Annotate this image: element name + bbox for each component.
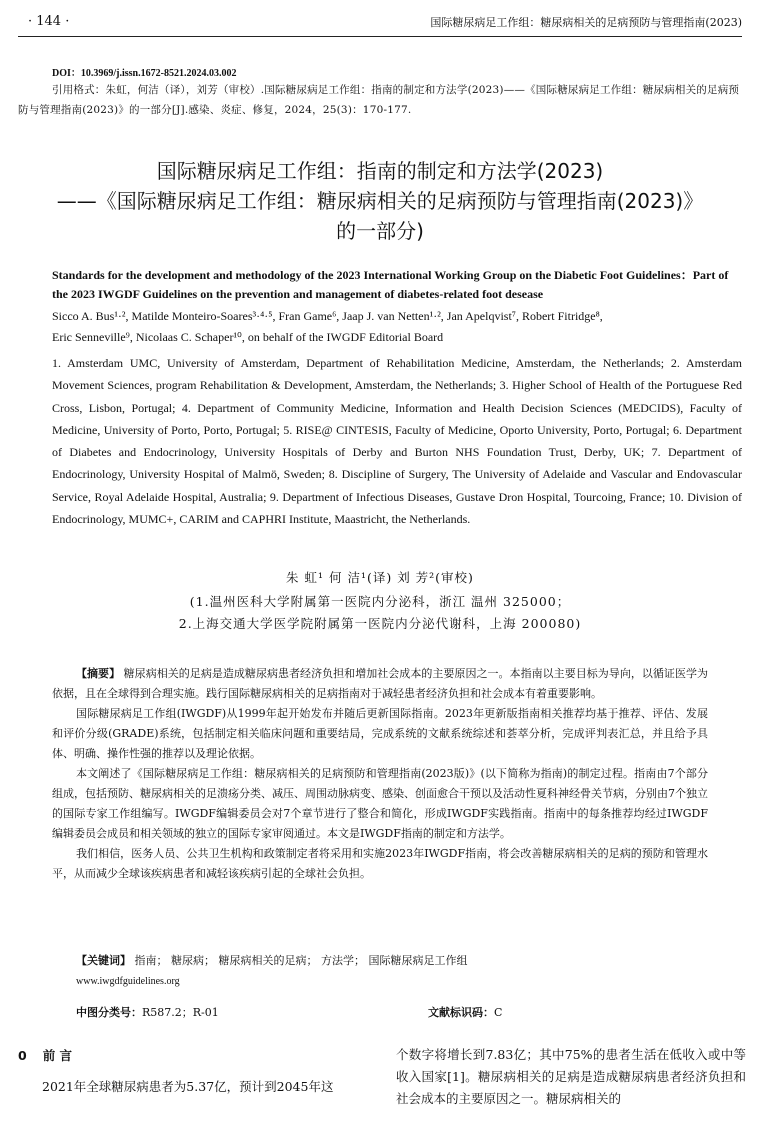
website-link[interactable]: www.iwgdfguidelines.org xyxy=(76,976,180,987)
header-rule xyxy=(18,36,742,37)
keywords-text: 指南； 糖尿病； 糖尿病相关的足病； 方法学； 国际糖尿病足工作组 xyxy=(134,954,468,967)
keywords-label: 【关键词】 xyxy=(76,954,131,967)
authors-en xyxy=(52,306,742,348)
authors-cn: 朱 虹¹ 何 洁¹(译) 刘 芳²(审校) xyxy=(286,570,474,585)
section-heading xyxy=(18,1046,72,1064)
authors-en-line-2: Eric Senneville⁹, Nicolaas C. Schaper¹⁰, on behalf of the IWGDF Editorial Board xyxy=(52,330,444,344)
affiliation-cn-1: (1.温州医科大学附属第一医院内分泌科，浙江 温州 325000； xyxy=(189,594,571,609)
article-title xyxy=(0,156,760,246)
affiliations-en: 1. Amsterdam UMC, University of Amsterdam, Department of Rehabilitation Medicine, Amsterdam, the Netherlands; 2. Amsterdam Movement Sciences, program Rehabilitation & Development, Amsterdam, the Netherlands; 3. Higher School of Health of the Portuguese Red Cross, Lisbon, Portugal; 4. Department of Community Medicine, Information and Health Decision Sciences (MEDCIDS), Faculty of Medicine, University of Porto, Porto, Portugal; 5. RISE@ CINTESIS, Faculty of Medicine, Oporto University, Porto, Portugal; 6. Department of Diabetes and Endocrinology, University Hospitals of Derby and Burton NHS Foundation Trust, Derby, UK; 7. Department of Endocrinology, University Hospital of Malmö, Sweden; 8. Discipline of Surgery, The University of Adelaide and Vascular and Endovascular Service, Royal Adelaide Hospital, Australia; 9. Department of Infectious Diseases, Gustave Dron Hospital, Tourcoing, France; 10. Division of Endocrinology, MUMC+, CARIM and CAPHRI Institute, Maastricht, the Netherlands. xyxy=(52,356,742,527)
title-line-1: 国际糖尿病足工作组：指南的制定和方法学(2023) xyxy=(156,159,604,183)
abstract-p3: 本文阐述了《国际糖尿病足工作组：糖尿病相关的足病预防和管理指南(2023版)》(以下简称为指南)的制定过程。指南由7个部分组成，包括预防、糖尿病相关的足溃疡分类、减压、周围动脉病变、感染、创面愈合干预以及活动性夏科神经骨关节病，分别由7个独立的国际专家工作组编写。IWGDF编辑委员会对7个章节进行了整合和简化，形成IWGDF实践指南。指南中的每条推荐均经过IWGDF编辑委员会成员和相关领域的独立的国际专家审阅通过。本文是IWGDF指南的制定和方法学。 xyxy=(52,767,708,840)
section-number: 0 xyxy=(18,1048,27,1063)
citation: 引用格式：朱虹，何洁（译），刘芳（审校）.国际糖尿病足工作组：指南的制定和方法学(2023)——《国际糖尿病足工作组：糖尿病相关的足病预防与管理指南(2023)》的一部分[J].感染、炎症、修复，2024，25(3)：170-177. xyxy=(18,84,740,116)
body-right-column: 个数字将增长到7.83亿；其中75%的患者生活在低收入或中等收入国家[1]。糖尿病相关的足病是造成糖尿病患者经济负担和社会成本的主要原因之一。糖尿病相关的 xyxy=(396,1047,746,1106)
running-title: 国际糖尿病足工作组：糖尿病相关的足病预防与管理指南(2023) xyxy=(430,16,742,29)
doc-code-value: C xyxy=(494,1006,503,1019)
abstract-p4: 我们相信，医务人员、公共卫生机构和政策制定者将采用和实施2023年IWGDF指南，将会改善糖尿病相关的足病的预防和管理水平，从而减少全球该疾病患者和减轻该疾病引起的全球社会负担。 xyxy=(52,847,708,880)
clc-label: 中图分类号： xyxy=(76,1006,142,1019)
clc-value: R587.2；R-01 xyxy=(142,1006,219,1019)
doc-code-label: 文献标识码： xyxy=(428,1006,494,1019)
doi: DOI：10.3969/j.issn.1672-8521.2024.03.002 xyxy=(52,68,237,79)
doc-code xyxy=(428,1004,502,1020)
abstract xyxy=(52,664,708,884)
clc-number xyxy=(76,1004,219,1020)
english-title: Standards for the development and methodology of the 2023 International Working Group on the Diabetic Foot Guidelines：Part of the 2023 IWGDF Guidelines on the prevention and management of diabetes-related foot desease xyxy=(52,268,729,301)
affiliation-cn-2: 2.上海交通大学医学院附属第一医院内分泌代谢科，上海 200080) xyxy=(178,616,582,631)
authors-en-line-1: Sicco A. Bus¹·², Matilde Monteiro-Soares³·⁴·⁵, Fran Game⁶, Jaap J. van Netten¹·², Jan Apelqvist⁷, Robert Fitridge⁸, xyxy=(52,309,603,323)
abstract-p1 xyxy=(52,664,708,704)
section-title: 前 言 xyxy=(42,1048,73,1063)
body-left-column: 2021年全球糖尿病患者为5.37亿，预计到2045年这 xyxy=(42,1079,334,1094)
title-line-3: 的一部分) xyxy=(336,219,424,243)
title-line-2: ——《国际糖尿病足工作组：糖尿病相关的足病预防与管理指南(2023)》 xyxy=(56,189,704,213)
keywords xyxy=(76,952,467,968)
abstract-p2: 国际糖尿病足工作组(IWGDF)从1999年起开始发布并随后更新国际指南。2023年更新版指南相关推荐均基于推荐、评估、发展和评价分级(GRADE)系统，包括制定相关临床问题和重要结局，完成系统的文献系统综述和荟萃分析，完成评判表汇总，并且给予具体、明确、操作性强的推荐以及理论依据。 xyxy=(52,707,708,760)
abstract-label: 【摘要】 xyxy=(76,667,121,680)
page-number: · 144 · xyxy=(28,14,70,29)
abstract-text-1: 糖尿病相关的足病是造成糖尿病患者经济负担和增加社会成本的主要原因之一。本指南以主要目标为导向，以循证医学为依据，且在全球得到合理实施。践行国际糖尿病相关的足病指南对于减轻患者经济负担和社会成本有着重要影响。 xyxy=(52,667,709,700)
